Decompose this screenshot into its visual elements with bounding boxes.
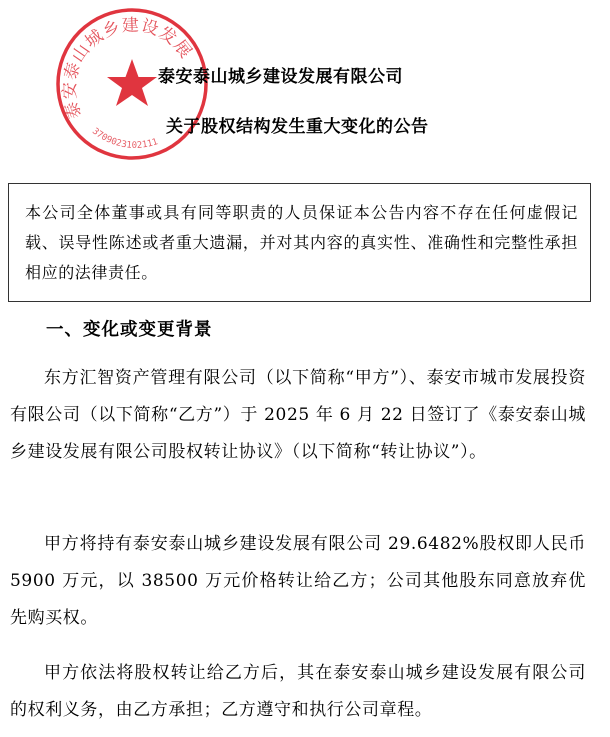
- seal-number: 3709023102111: [90, 126, 160, 151]
- paragraph-agreement: 东方汇智资产管理有限公司（以下简称“甲方”）、泰安市城市发展投资有限公司（以下简称“乙方”）于 2025 年 6 月 22 日签订了《泰安泰山城乡建设发展有限公司股权转让协议》（以下简称“转让协议”）。: [10, 368, 586, 462]
- disclaimer-box: [8, 183, 591, 302]
- paragraph-transfer: 甲方将持有泰安泰山城乡建设发展有限公司 29.6482%股权即人民币 5900 万元，以 38500 万元价格转让给乙方；公司其他股东同意放弃优先购买权。: [10, 534, 586, 628]
- disclaimer-text: 本公司全体董事或具有同等职责的人员保证本公告内容不存在任何虚假记载、误导性陈述或者重大遗漏，并对其内容的真实性、准确性和完整性承担相应的法律责任。: [25, 203, 578, 282]
- paragraph-obligations: 甲方依法将股权转让给乙方后，其在泰安泰山城乡建设发展有限公司的权利义务，由乙方承担；乙方遵守和执行公司章程。: [10, 663, 586, 720]
- company-title: 泰安泰山城乡建设发展有限公司: [158, 67, 403, 87]
- section-heading: 一、变化或变更背景: [46, 320, 213, 340]
- seal-ring-text: 泰安泰山城乡建设发展: [60, 15, 196, 122]
- svg-text:3709023102111: [90, 127, 159, 151]
- notice-title: 关于股权结构发生重大变化的公告: [166, 117, 429, 137]
